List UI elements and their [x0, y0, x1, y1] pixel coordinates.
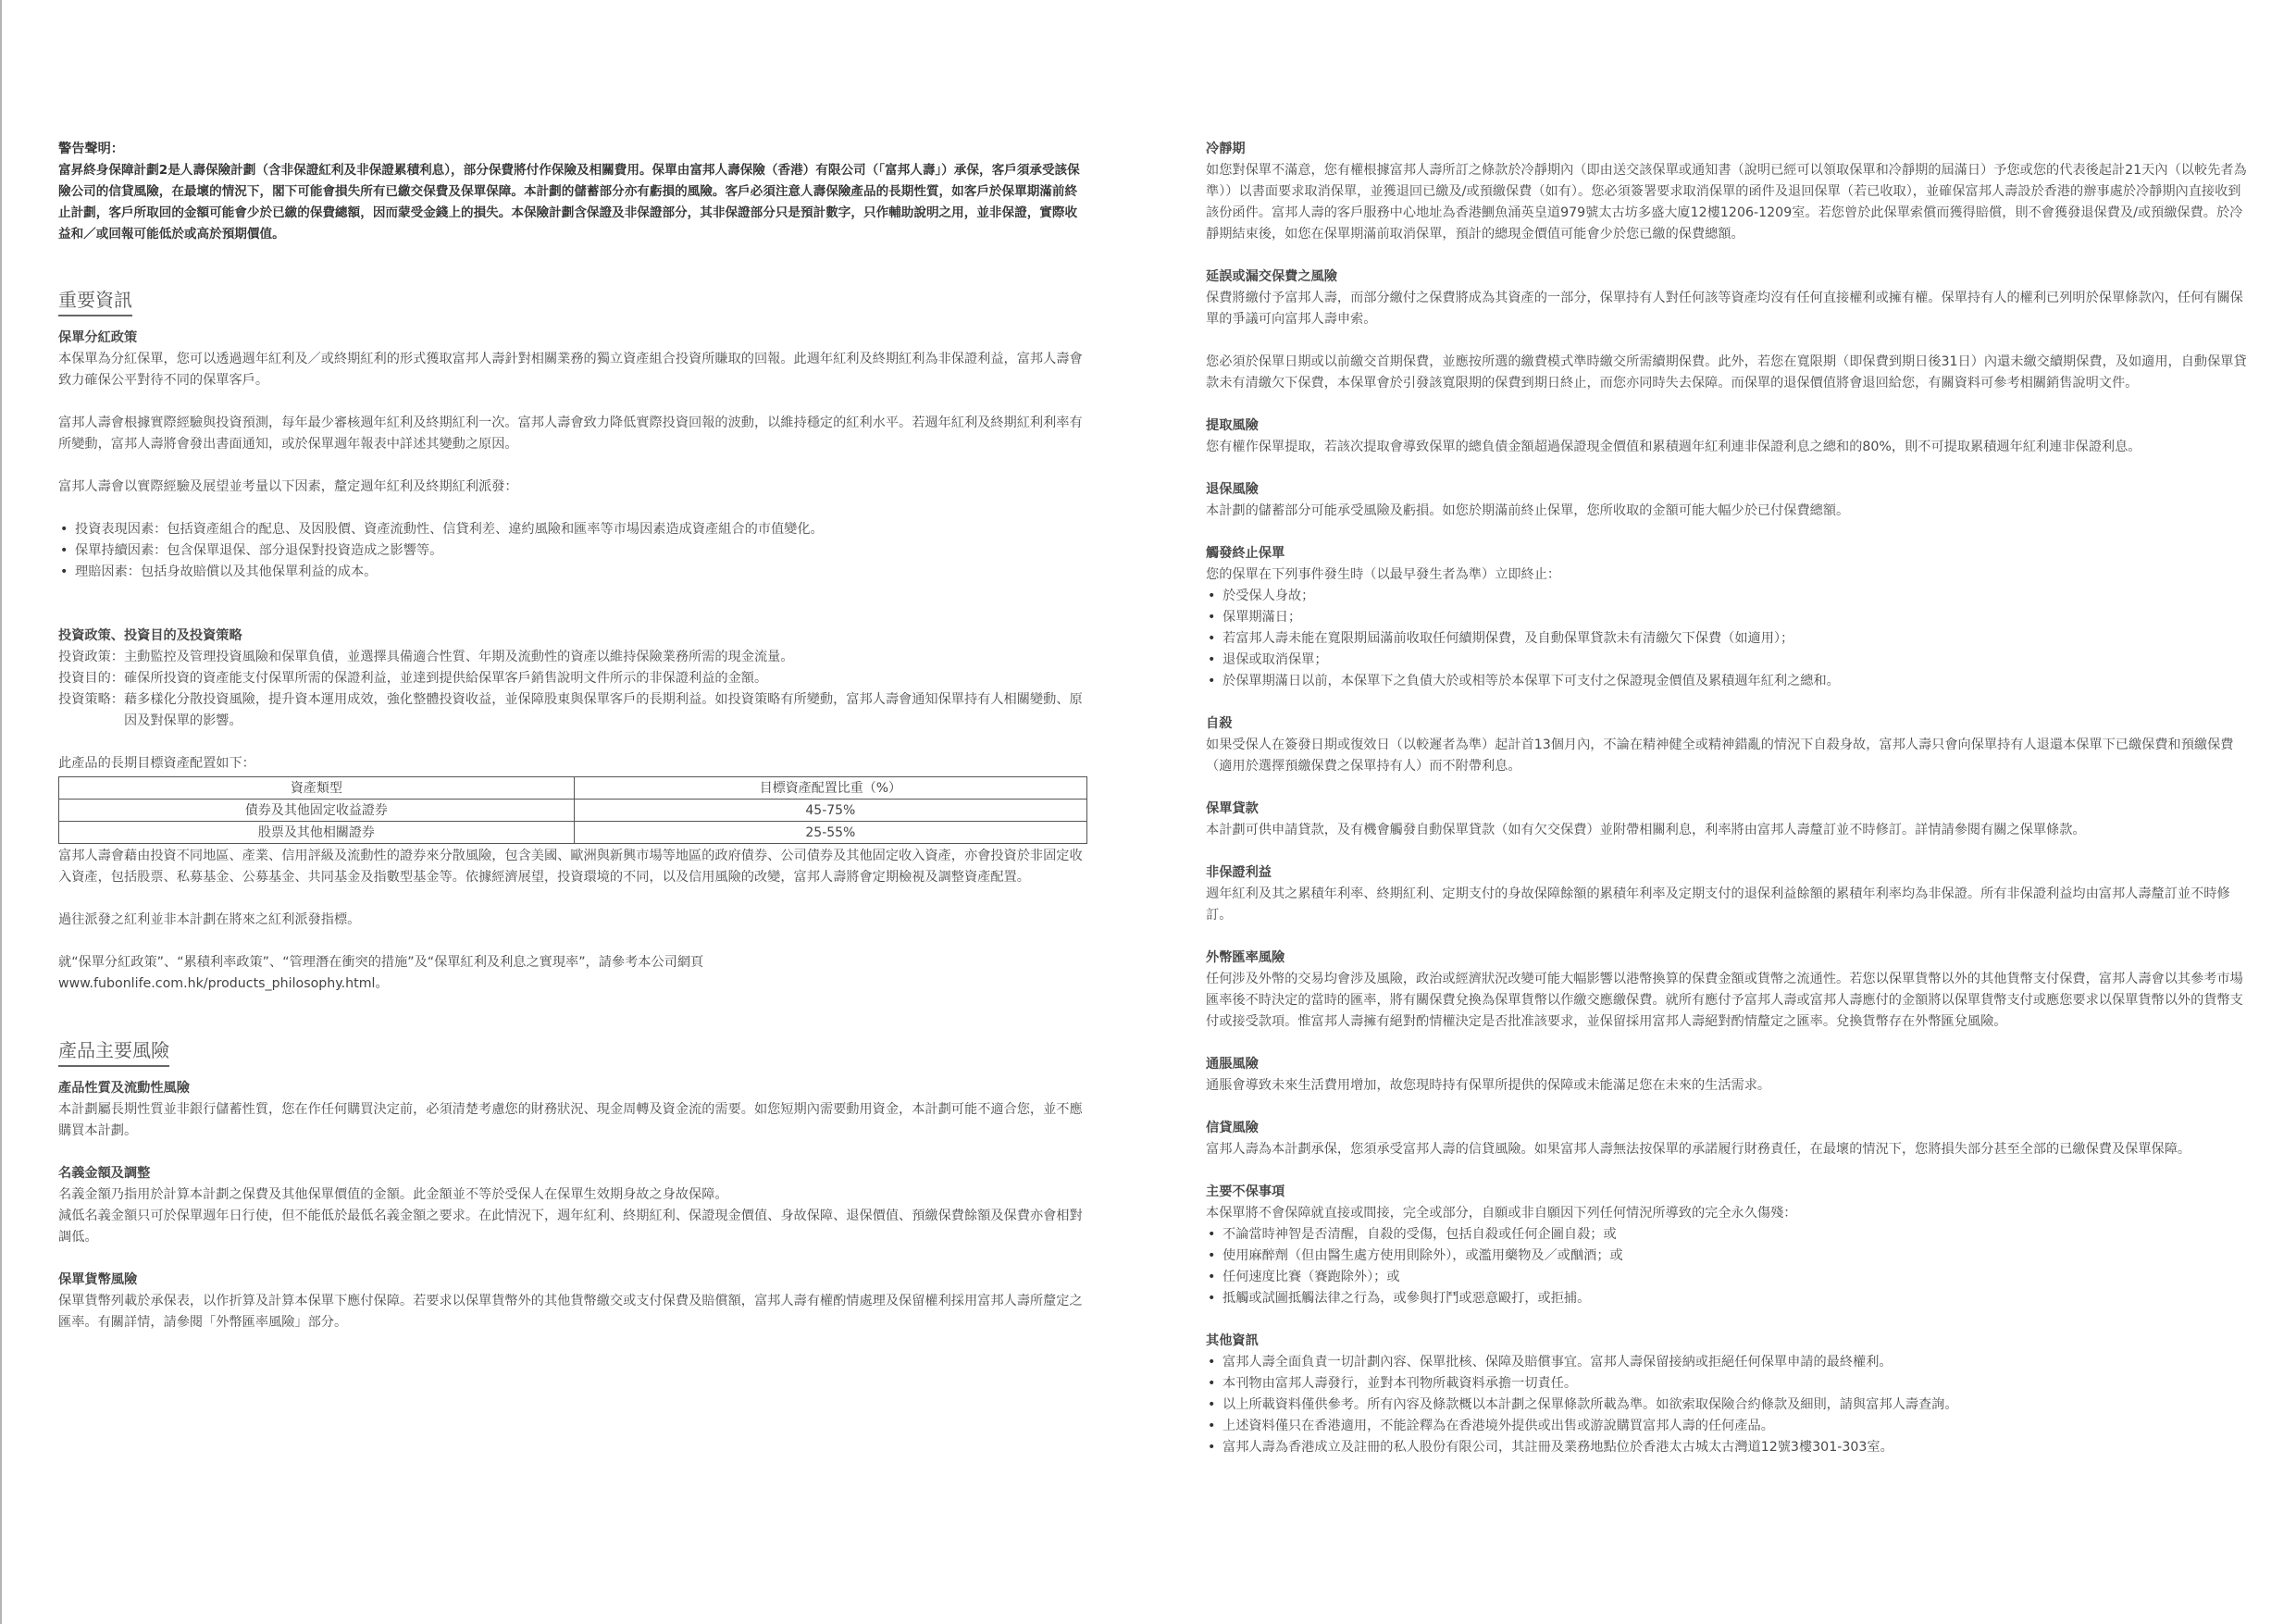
- cooling-title: 冷靜期: [1206, 142, 1246, 156]
- non-guaranteed-text: 週年紅利及其之累積年利率、終期紅利、定期支付的身故保障餘額的累積年利率及定期支付的退保利益餘額的累積年利率均為非保證。所有非保證利益均由富邦人壽釐訂並不時修訂。: [1206, 886, 2230, 923]
- table-row: [59, 822, 1087, 844]
- page-edge-line: [0, 0, 2, 1624]
- dividend-factors-block: [58, 519, 1087, 583]
- risk-block: [58, 1270, 1087, 1333]
- exclusions-intro: 本保單將不會保障就直接或間接，完全或部分，自願或非自願因下列任何情況所導致的完全永久傷殘：: [1206, 1206, 1797, 1221]
- risk-title: 產品性質及流動性風險: [58, 1081, 190, 1096]
- surrender-text: 本計劃的儲蓄部分可能承受風險及虧損。如您於期滿前終止保單，您所收取的金額可能大幅少於已付保費總額。: [1206, 503, 1850, 518]
- warning-body: 富昇終身保障計劃2是人壽保險計劃（含非保證紅利及非保證累積利息），部分保費將付作保險及相關費用。保單由富邦人壽保險（香港）有限公司（「富邦人壽」）承保，客戶須承受該保險公司的信貸風險，在最壞的情況下，閣下可能會損失所有已繳交保費及保單保障。本計劃的儲蓄部分亦有虧損的風險。客戶必須注意人壽保險產品的長期性質，如客戶於保單期滿前終止計劃，客戶所取回的金額可能會少於已繳的保費總額，因而蒙受金錢上的損失。本保險計劃含保證及非保證部分，其非保證部分只是預計數字，只作輔助說明之用，並非保證，實際收益和／或回報可能低於或高於預期價值。: [58, 163, 1080, 242]
- list-item: • 於保單期滿日以前，本保單下之負債大於或相等於本保單下可支付之保證現金價值及累積週年紅利之總和。: [1206, 671, 2250, 692]
- list-item: • 抵觸或試圖抵觸法律之行為，或參與打鬥或惡意毆打，或拒捕。: [1206, 1288, 2250, 1309]
- surrender-block: [1206, 479, 2250, 522]
- table-header-row: [59, 777, 1087, 800]
- table-cell: 股票及其他相關證券: [59, 822, 575, 844]
- termination-intro: 您的保單在下列事件發生時（以最早發生者為準）立即終止：: [1206, 567, 1561, 582]
- policy-value: 藉多樣化分散投資風險，提升資本運用成效，強化整體投資收益，並保障股東與保單客戶的長期利益。如投資策略有所變動，富邦人壽會通知保單持有人相關變動、原因及對保單的影響。: [123, 692, 1083, 728]
- list-item: • 使用麻醉劑（但由醫生處方使用則除外），或濫用藥物及／或酗酒；或: [1206, 1246, 2250, 1267]
- reference-url-link[interactable]: www.fubonlife.com.hk/products_philosophy.html。: [58, 976, 389, 991]
- dividend-policy-p3-block: [58, 477, 1087, 498]
- suicide-text: 如果受保人在簽發日期或復效日（以較遲者為準）起計首13個月內，不論在精神健全或精神錯亂的情況下自殺身故，富邦人壽只會向保單持有人退還本保單下已繳保費和預繳保費（適用於選擇預繳保費之保單持有人）而不附帶利息。: [1206, 738, 2234, 774]
- allocation-table: [58, 776, 1087, 844]
- list-item: • 保單期滿日；: [1206, 607, 2250, 628]
- policy-row: [58, 647, 1087, 668]
- termination-list: [1206, 586, 2250, 692]
- allocation-description: 富邦人壽會藉由投資不同地區、產業、信用評級及流動性的證券來分散風險，包含美國、歐洲與新興市場等地區的政府債券、公司債券及其他固定收入資產，亦會投資於非固定收入資產，包括股票、私募基金、公募基金、共同基金及指數型基金等。依據經濟展望，投資環境的不同，以及信用風險的改變，富邦人壽將會定期檢視及調整資產配置。: [58, 849, 1083, 885]
- risk-title: 保單貨幣風險: [58, 1272, 138, 1287]
- right-column: [1206, 139, 2250, 1480]
- list-item: • 於受保人身故；: [1206, 586, 2250, 607]
- exclusions-block: [1206, 1182, 2250, 1309]
- loan-block: [1206, 799, 2250, 841]
- past-dividend-note: 過往派發之紅利並非本計劃在將來之紅利派發指標。: [58, 912, 361, 927]
- table-cell: 25-55%: [574, 822, 1086, 844]
- allocation-block: [58, 753, 1087, 888]
- left-column: [58, 139, 1087, 1355]
- credit-text: 富邦人壽為本計劃承保，您須承受富邦人壽的信貸風險。如果富邦人壽無法按保單的承諾履行財務責任，在最壞的情況下，您將損失部分甚至全部的已繳保費及保單保障。: [1206, 1142, 2191, 1157]
- list-item: • 保單持續因素：包含保單退保、部分退保對投資造成之影響等。: [58, 540, 1087, 562]
- list-item: • 理賠因素：包括身故賠償以及其他保單利益的成本。: [58, 562, 1087, 583]
- dividend-policy-p1: 本保單為分紅保單，您可以透過週年紅利及／或終期紅利的形式獲取富邦人壽針對相關業務的獨立資產組合投資所賺取的回報。此週年紅利及終期紅利為非保證利益，富邦人壽會致力確保公平對待不同的保單客戶。: [58, 352, 1083, 388]
- late-payment-title: 延誤或漏交保費之風險: [1206, 269, 1337, 284]
- fx-title: 外幣匯率風險: [1206, 950, 1285, 965]
- list-item: • 以上所載資料僅供參考。所有內容及條款概以本計劃之保單條款所載為準。如欲索取保險合約條款及細則，請與富邦人壽查詢。: [1206, 1395, 2250, 1416]
- main-risks-heading: 產品主要風險: [58, 1037, 169, 1067]
- risk-text: 保單貨幣列載於承保表，以作折算及計算本保單下應付保障。若要求以保單貨幣外的其他貨幣繳交或支付保費及賠償額，富邦人壽有權酌情處理及保留權利採用富邦人壽所釐定之匯率。有關詳情，請參閱「外幣匯率風險」部分。: [58, 1294, 1083, 1330]
- exclusions-list: [1206, 1224, 2250, 1309]
- allocation-intro: 此產品的長期目標資產配置如下：: [58, 756, 255, 771]
- list-item: • 任何速度比賽（賽跑除外）；或: [1206, 1267, 2250, 1288]
- investment-policy-block: [58, 626, 1087, 732]
- loan-title: 保單貸款: [1206, 801, 1259, 816]
- fx-block: [1206, 948, 2250, 1033]
- credit-title: 信貸風險: [1206, 1121, 1259, 1135]
- other-info-block: [1206, 1331, 2250, 1458]
- dividend-policy-p2: 富邦人壽會根據實際經驗與投資預測，每年最少審核週年紅利及終期紅利一次。富邦人壽會致力降低實際投資回報的波動，以維持穩定的紅利水平。若週年紅利及終期紅利利率有所變動，富邦人壽將會發出書面通知，或於保單週年報表中詳述其變動之原因。: [58, 415, 1083, 452]
- credit-block: [1206, 1118, 2250, 1160]
- surrender-title: 退保風險: [1206, 482, 1259, 497]
- policy-value: 主動監控及管理投資風險和保單負債，並選擇具備適合性質、年期及流動性的資產以維持保險業務所需的現金流量。: [123, 650, 794, 664]
- dividend-policy-block: [58, 328, 1087, 391]
- list-item: • 退保或取消保單；: [1206, 650, 2250, 671]
- non-guaranteed-title: 非保證利益: [1206, 865, 1272, 880]
- dividend-factors-list: [58, 519, 1087, 583]
- other-info-title: 其他資訊: [1206, 1333, 1259, 1348]
- risk-text: 名義金額乃指用於計算本計劃之保費及其他保單價值的金額。此金額並不等於受保人在保單生效期身故之身故保障。: [58, 1187, 728, 1202]
- important-info-heading: 重要資訊: [58, 287, 132, 316]
- other-info-list: [1206, 1352, 2250, 1458]
- list-item: • 富邦人壽為香港成立及註冊的私人股份有限公司，其註冊及業務地點位於香港太古城太古灣道12號3樓301-303室。: [1206, 1437, 2250, 1458]
- policy-key: 投資策略：: [58, 692, 124, 707]
- risk-title: 名義金額及調整: [58, 1166, 151, 1181]
- late-payment-block-2: [1206, 352, 2250, 394]
- risk-text: 本計劃屬長期性質並非銀行儲蓄性質，您在作任何購買決定前，必須清楚考慮您的財務狀況、現金周轉及資金流的需要。如您短期內需要動用資金，本計劃可能不適合您，並不應購買本計劃。: [58, 1102, 1083, 1138]
- list-item: • 投資表現因素：包括資產組合的配息、及因股價、資產流動性、信貸利差、違約風險和匯率等市場因素造成資產組合的市值變化。: [58, 519, 1087, 540]
- table-header-cell: 資產類型: [59, 777, 575, 800]
- reference-block: [58, 952, 1087, 995]
- inflation-block: [1206, 1054, 2250, 1097]
- warning-title: 警告聲明：: [58, 142, 124, 156]
- suicide-title: 自殺: [1206, 716, 1233, 731]
- inflation-title: 通脹風險: [1206, 1057, 1259, 1072]
- list-item: • 富邦人壽全面負責一切計劃內容、保單批核、保障及賠償事宜。富邦人壽保留接納或拒絕任何保單申請的最終權利。: [1206, 1352, 2250, 1373]
- list-item: • 不論當時神智是否清醒，自殺的受傷，包括自殺或任何企圖自殺；或: [1206, 1224, 2250, 1246]
- exclusions-title: 主要不保事項: [1206, 1184, 1285, 1199]
- withdrawal-title: 提取風險: [1206, 418, 1259, 433]
- risk-text-2: 減低名義金額只可於保單週年日行使，但不能低於最低名義金額之要求。在此情況下，週年紅利、終期紅利、保證現金價值、身故保障、退保價值、預繳保費餘額及保費亦會相對調低。: [58, 1209, 1083, 1245]
- termination-block: [1206, 543, 2250, 692]
- policy-value: 確保所投資的資產能支付保單所需的保證利益，並達到提供給保單客戶銷售說明文件所示的非保證利益的金額。: [123, 671, 768, 686]
- dividend-policy-title: 保單分紅政策: [58, 330, 138, 345]
- withdrawal-block: [1206, 415, 2250, 458]
- warning-block: [58, 139, 1087, 245]
- withdrawal-text: 您有權作保單提取，若該次提取會導致保單的總負債金額超過保證現金價值和累積週年紅利連非保證利息之總和的80%，則不可提取累積週年紅利連非保證利息。: [1206, 440, 2141, 454]
- late-payment-text-2: 您必須於保單日期或以前繳交首期保費，並應按所選的繳費模式準時繳交所需續期保費。此外，若您在寬限期（即保費到期日後31日）內還未繳交續期保費，及如適用，自動保單貸款未有清繳欠下保費，本保單會於引發該寬限期的保費到期日終止，而您亦同時失去保障。而保單的退保價值將會退回給您，有關資料可參考相關銷售說明文件。: [1206, 354, 2247, 391]
- list-item: • 上述資料僅只在香港適用，不能詮釋為在香港境外提供或出售或游說購買富邦人壽的任何產品。: [1206, 1416, 2250, 1437]
- policy-key: 投資政策：: [58, 650, 124, 664]
- risk-block: [58, 1078, 1087, 1142]
- policy-row: [58, 689, 1087, 732]
- past-dividend-block: [58, 910, 1087, 931]
- late-payment-block: [1206, 267, 2250, 330]
- list-item: • 本刊物由富邦人壽發行，並對本刊物所載資料承擔一切責任。: [1206, 1373, 2250, 1395]
- table-cell: 債券及其他固定收益證券: [59, 800, 575, 822]
- policy-key: 投資目的：: [58, 671, 124, 686]
- inflation-text: 通脹會導致未來生活費用增加，故您現時持有保單所提供的保障或未能滿足您在未來的生活需求。: [1206, 1078, 1771, 1093]
- late-payment-text: 保費將繳付予富邦人壽，而部分繳付之保費將成為其資產的一部分，保單持有人對任何該等資產均沒有任何直接權利或擁有權。保單持有人的權利已列明於保單條款內，任何有關保單的爭議可向富邦人壽申索。: [1206, 291, 2243, 327]
- list-item: • 若富邦人壽未能在寬限期屆滿前收取任何續期保費，及自動保單貸款未有清繳欠下保費（如適用）；: [1206, 628, 2250, 650]
- risk-block: [58, 1163, 1087, 1248]
- cooling-text: 如您對保單不滿意，您有權根據富邦人壽所訂之條款於冷靜期內（即由送交該保單或通知書（說明已經可以領取保單和冷靜期的屆滿日）予您或您的代表後起計21天內（以較先者為準））以書面要求取消保單，並獲退回已繳及/或預繳保費（如有）。您必須簽署要求取消保單的函件及退回保單（若已收取），並確保富邦人壽設於香港的辦事處於冷靜期內直接收到該份函件。富邦人壽的客戶服務中心地址為香港鰂魚涌英皇道979號太古坊多盛大廈12樓1206-1209室。若您曾於此保單索償而獲得賠償，則不會獲發退保費及/或預繳保費。於冷靜期結束後，如您在保單期滿前取消保單，預計的總現金價值可能會少於您已繳的保費總額。: [1206, 163, 2247, 242]
- cooling-block: [1206, 139, 2250, 245]
- policy-row: [58, 668, 1087, 689]
- suicide-block: [1206, 713, 2250, 777]
- investment-policy-title: 投資政策、投資目的及投資策略: [58, 628, 242, 643]
- dividend-policy-p3: 富邦人壽會以實際經驗及展望並考量以下因素，釐定週年紅利及終期紅利派發：: [58, 479, 518, 494]
- fx-text: 任何涉及外幣的交易均會涉及風險，政治或經濟狀況改變可能大幅影響以港幣換算的保費金額或貨幣之流通性。若您以保單貨幣以外的其他貨幣支付保費，富邦人壽會以其參考市場匯率後不時決定的當時的匯率，將有關保費兌換為保單貨幣以作繳交應繳保費。就所有應付予富邦人壽或富邦人壽應付的金額將以保單貨幣支付或應您要求以保單貨幣以外的貨幣支付或接受款項。惟富邦人壽擁有絕對酌情權決定是否批准該要求，並保留採用富邦人壽絕對酌情釐定之匯率。兌換貨幣存在外幣匯兌風險。: [1206, 972, 2243, 1029]
- dividend-policy-p2-block: [58, 413, 1087, 455]
- table-row: [59, 800, 1087, 822]
- non-guaranteed-block: [1206, 862, 2250, 926]
- termination-title: 觸發終止保單: [1206, 546, 1285, 561]
- loan-text: 本計劃可供申請貸款，及有機會觸發自動保單貸款（如有欠交保費）並附帶相關利息，利率將由富邦人壽釐訂並不時修訂。詳情請參閱有關之保單條款。: [1206, 823, 2086, 837]
- reference-text: 就“保單分紅政策”、“累積利率政策”、“管理潛在衝突的措施”及“保單紅利及利息之實現率”，請參考本公司網頁: [58, 955, 704, 970]
- table-cell: 45-75%: [574, 800, 1086, 822]
- table-header-cell: 目標資產配置比重（%）: [574, 777, 1086, 800]
